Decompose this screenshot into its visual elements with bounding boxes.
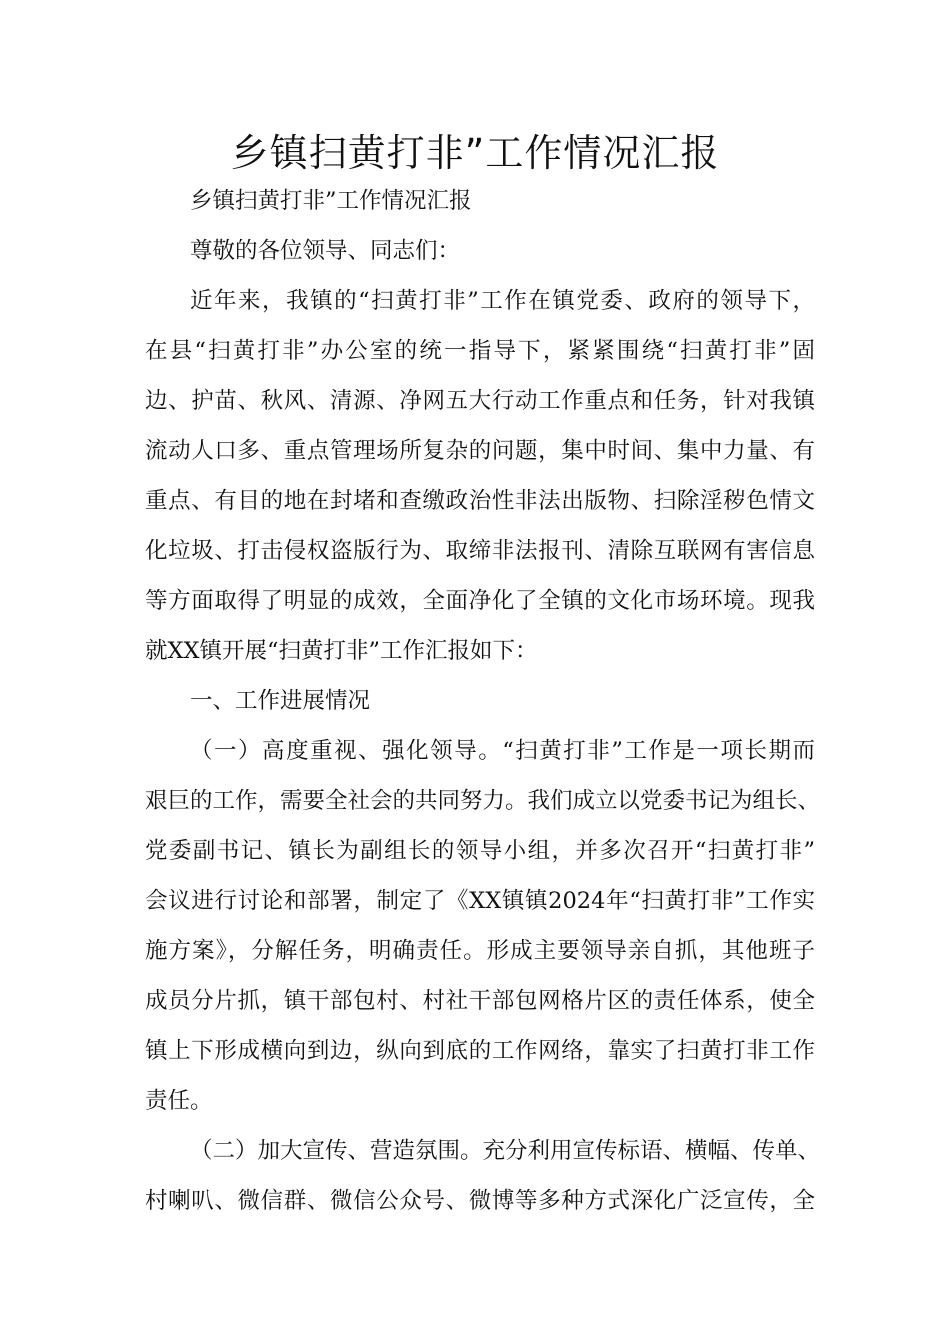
body-line: 化垃圾、打击侵权盗版行为、取缔非法报刊、清除互联网有害信息 [145,538,815,564]
body-line: 党委副书记、镇长为副组长的领导小组，并多次召开“扫黄打非” [145,838,815,864]
body-line: 成员分片抓，镇干部包村、村社干部包网格片区的责任体系，使全 [145,988,815,1014]
body-line: 镇上下形成横向到边，纵向到底的工作网络，靠实了扫黄打非工作 [145,1038,815,1064]
body-line: 重点、有目的地在封堵和查缴政治性非法出版物、扫除淫秽色情文 [145,488,815,514]
body-line: 在县“扫黄打非”办公室的统一指导下，紧紧围绕“扫黄打非”固 [145,338,815,364]
body-line: （一）高度重视、强化领导。“扫黄打非”工作是一项长期而 [190,738,815,764]
body-line: 会议进行讨论和部署，制定了《XX镇镇2024年“扫黄打非”工作实 [145,888,815,914]
subtitle-line: 乡镇扫黄打非”工作情况汇报 [190,188,472,214]
document-title: 乡镇扫黄打非”工作情况汇报 [230,131,720,175]
body-line: 施方案》，分解任务，明确责任。形成主要领导亲自抓，其他班子 [145,938,815,964]
body-line: （二）加大宣传、营造氛围。充分利用宣传标语、横幅、传单、 [190,1138,821,1164]
body-line: 近年来，我镇的“扫黄打非”工作在镇党委、政府的领导下， [190,288,815,314]
body-line: 等方面取得了明显的成效，全面净化了全镇的文化市场环境。现我 [145,588,815,614]
section-heading: 一、工作进展情况 [190,688,371,714]
body-line: 艰巨的工作，需要全社会的共同努力。我们成立以党委书记为组长、 [145,788,821,814]
body-line: 责任。 [145,1088,213,1114]
body-line: 边、护苗、秋风、清源、净网五大行动工作重点和任务，针对我镇 [145,388,815,414]
salutation-line: 尊敬的各位领导、同志们： [190,238,461,264]
body-line: 村喇叭、微信群、微信公众号、微博等多种方式深化广泛宣传，全 [145,1188,815,1214]
body-line: 流动人口多、重点管理场所复杂的问题，集中时间、集中力量、有 [145,438,815,464]
body-line: 就XX镇开展“扫黄打非”工作汇报如下： [145,638,538,664]
